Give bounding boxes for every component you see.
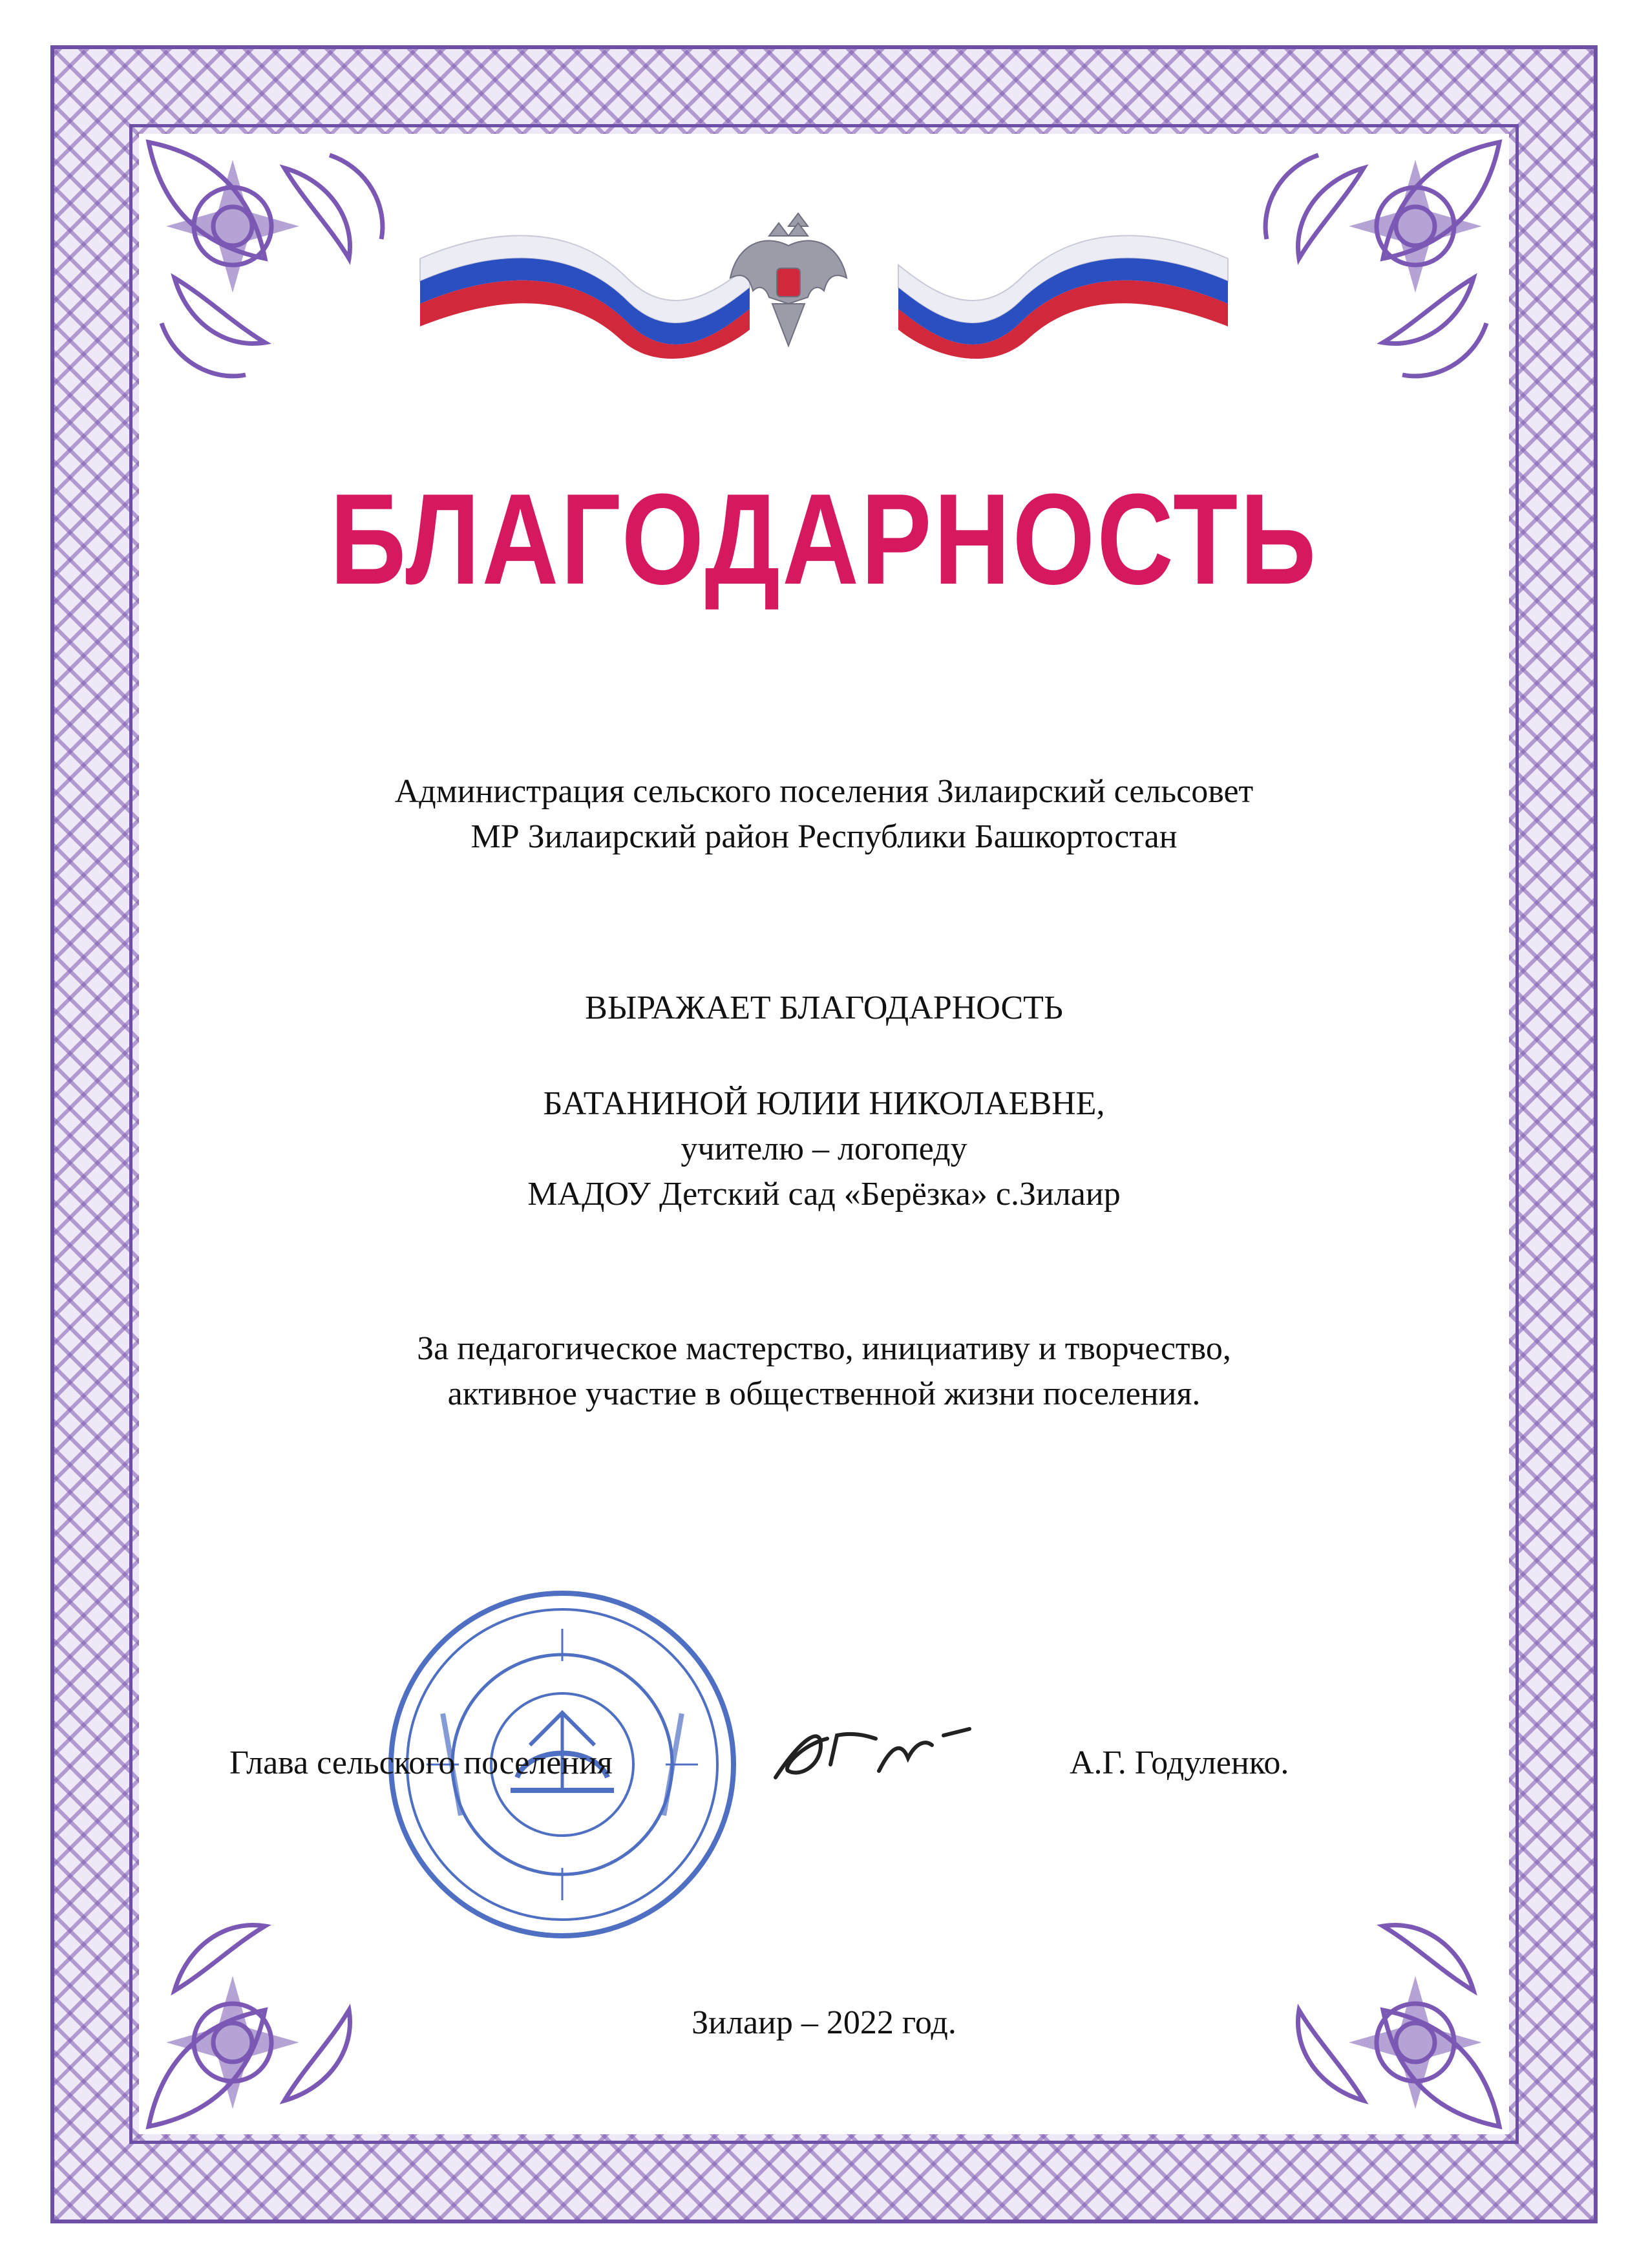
signatory-name: А.Г. Годуленко. [1070,1744,1289,1781]
recipient-name: БАТАНИНОЙ ЮЛИИ НИКОЛАЕВНЕ, [543,1085,1105,1122]
reason-line-2: активное участие в общественной жизни поселения. [447,1375,1201,1412]
handwritten-signature-icon [763,1700,982,1803]
recipient-workplace: МАДОУ Детский сад «Берёзка» с.Зилаир [527,1176,1121,1213]
corner-ornament-top-left [136,129,407,401]
certificate-title: БЛАГОДАРНОСТЬ [330,467,1318,611]
signatory-title: Глава сельского поселения [229,1744,613,1781]
reason-line-1: За педагогическое мастерство, инициативу и творчество, [417,1330,1231,1367]
organization-block [0,769,1648,860]
recipient-block [0,1081,1648,1217]
reason-block [0,1326,1648,1417]
recipient-position: учителю – логопеду [681,1130,967,1167]
expresses-gratitude: ВЫРАЖАЕТ БЛАГОДАРНОСТЬ [585,990,1063,1026]
organization-line-1: Администрация сельского поселения Зилаирский сельсовет [394,773,1254,810]
organization-line-2: МР Зилаирский район Республики Башкортостан [470,818,1178,855]
russian-coat-of-arms-icon [724,207,853,355]
corner-ornament-top-right [1241,129,1512,401]
place-and-year: Зилаир – 2022 год. [692,2004,956,2041]
